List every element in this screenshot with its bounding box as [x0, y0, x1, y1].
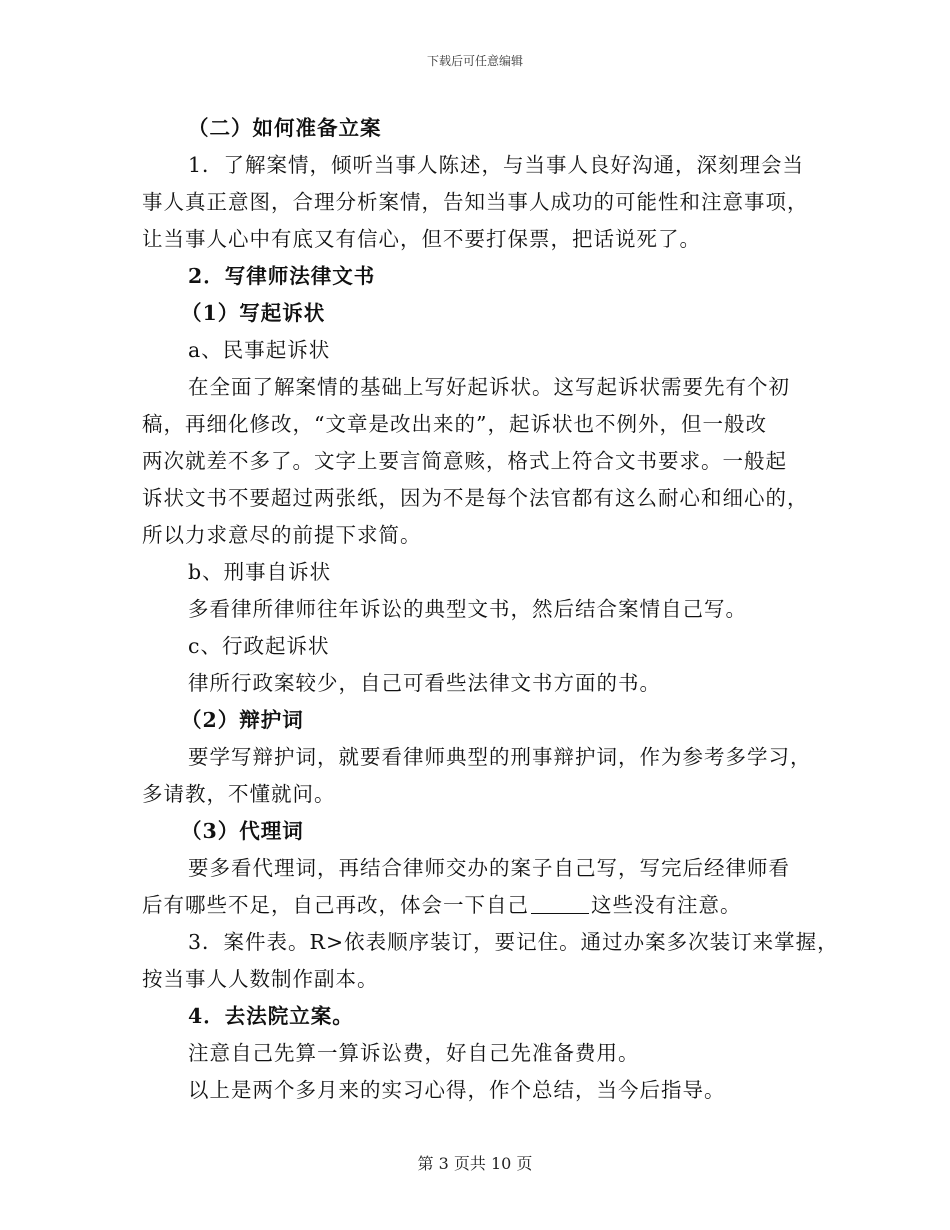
paragraph-line: 要学写辩护词，就要看律师典型的刑事辩护词，作为参考多学习， [188, 745, 812, 769]
line-text: 这些没有注意。 [591, 893, 742, 917]
paragraph-line: 事人真正意图，合理分析案情，告知当事人成功的可能性和注意事项， [142, 190, 809, 214]
paragraph-line: 所以力求意尽的前提下求简。 [142, 523, 422, 547]
paragraph-line: 多看律所律师往年诉讼的典型文书，然后结合案情自己写。 [188, 597, 747, 621]
subsection-heading-complaint: （1）写起诉状 [181, 301, 326, 325]
paragraph-line: 按当事人人数制作副本。 [142, 967, 379, 991]
paragraph-line-with-blank [142, 892, 742, 918]
section-heading-court: 4．去法院立案。 [188, 1004, 354, 1028]
paragraph-line: 以上是两个多月来的实习心得，作个总结，当今后指导。 [188, 1078, 726, 1102]
paragraph-line: 多请教，不懂就问。 [142, 782, 336, 806]
page-footer: 第 3 页共 10 页 [417, 1154, 533, 1173]
paragraph-line: 让当事人心中有底又有信心，但不要打保票，把话说死了。 [142, 227, 701, 251]
paragraph-line: 律所行政案较少，自己可看些法律文书方面的书。 [188, 671, 661, 695]
item-label-civil: a、民事起诉状 [188, 338, 331, 362]
subsection-heading-defense: （2）辩护词 [181, 708, 304, 732]
paragraph-line: 两次就差不多了。文字上要言简意赅，格式上符合文书要求。一般起 [142, 449, 787, 473]
paragraph-line: 在全面了解案情的基础上写好起诉状。这写起诉状需要先有个初 [188, 375, 790, 399]
section-heading-prepare: （二）如何准备立案 [188, 116, 382, 140]
fill-in-blank [531, 895, 589, 914]
paragraph-line: 稿，再细化修改，“文章是改出来的”，起诉状也不例外，但一般改 [142, 412, 767, 436]
paragraph-line: 3．案件表。R>依表顺序装订，要记住。通过办案多次装订来掌握， [188, 930, 839, 954]
paragraph-line: 要多看代理词，再结合律师交办的案子自己写，写完后经律师看 [188, 856, 790, 880]
line-text: 后有哪些不足，自己再改，体会一下自己 [142, 893, 529, 917]
paragraph-line: 注意自己先算一算诉讼费，好自己先准备费用。 [188, 1041, 640, 1065]
page-header: 下载后可任意编辑 [426, 54, 523, 68]
item-label-criminal: b、刑事自诉状 [188, 560, 332, 584]
item-label-administrative: c、行政起诉状 [188, 634, 330, 658]
paragraph-line: 1．了解案情，倾听当事人陈述，与当事人良好沟通，深刻理会当 [188, 153, 805, 177]
subsection-heading-agency: （3）代理词 [181, 819, 304, 843]
paragraph-line: 诉状文书不要超过两张纸，因为不是每个法官都有这么耐心和细心的， [142, 486, 809, 510]
section-heading-write: 2．写律师法律文书 [188, 264, 376, 288]
